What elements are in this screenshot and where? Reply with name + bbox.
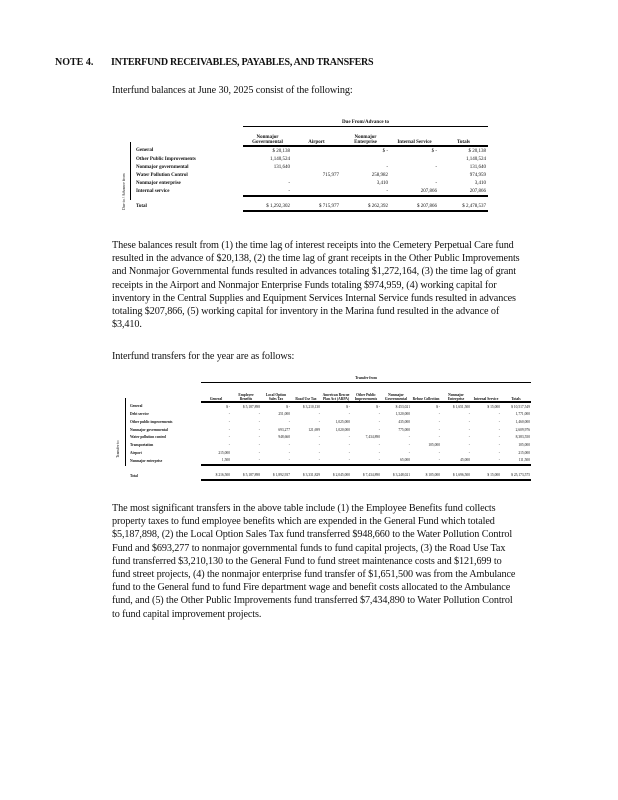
cell: - — [348, 435, 350, 440]
cell: - — [318, 419, 320, 424]
cell: $ 20,138 — [468, 148, 486, 154]
cell: - — [258, 435, 260, 440]
cell: $ - — [226, 404, 230, 409]
cell — [292, 146, 341, 155]
cell: - — [468, 435, 470, 440]
cell: 775,000 — [398, 427, 410, 432]
cell: - — [468, 427, 470, 432]
balances-intro: Interfund balances at June 30, 2025 consist of the following: — [112, 85, 353, 96]
table-row — [134, 187, 488, 196]
cell: - — [228, 435, 230, 440]
column-header: Internal Service — [390, 127, 439, 147]
column-header: Nonmajor Enterprise — [341, 127, 390, 147]
cell: $ 20,138 — [272, 148, 290, 154]
column-header-row — [129, 382, 531, 402]
cell: - — [348, 412, 350, 417]
row-label: Debt service — [130, 412, 149, 417]
cell: - — [435, 164, 437, 170]
cell: - — [498, 419, 500, 424]
total-row — [134, 202, 488, 211]
cell: 1,771,000 — [515, 412, 530, 417]
cell: - — [378, 442, 380, 447]
group-header: Transfer from — [201, 374, 531, 382]
cell: 1,140,524 — [270, 156, 290, 162]
cell: - — [258, 450, 260, 455]
cell: - — [258, 412, 260, 417]
cell: - — [438, 427, 440, 432]
cell: - — [408, 442, 410, 447]
cell: - — [228, 427, 230, 432]
cell: 65,000 — [381, 457, 411, 466]
cell: - — [498, 442, 500, 447]
table-row — [134, 163, 488, 171]
cell: - — [321, 457, 351, 466]
cell: - — [288, 442, 290, 447]
total-cell: $ 7,434,890 — [351, 471, 381, 480]
cell: 2,609,976 — [515, 427, 530, 432]
table-row — [129, 441, 531, 449]
cell: - — [348, 450, 350, 455]
column-header: General — [201, 382, 231, 402]
balances-explanation: These balances result from (1) the time lag of interest receipts into the Cemetery Perpetual Care fund resulted in the advance of $20,138, (2) the time lag of grant receipts in the Other Public Improvements and Nonmajor Governmental funds resulted in advances totaling $1,272,164, (3) the time lag of grant receipts in the Airport and Nonmajor Enterprise Funds totaling $974,959, (4) working capital for inventory in the Central Supplies and Equipment Services Internal Service funds resulted in advances totaling $207,866, (5) working capital for inventory in the Marina fund resulted in the advance of $3,410. — [112, 240, 520, 331]
cell: $ 5,187,898 — [242, 404, 260, 409]
row-label: Nonmajor enterprise — [130, 458, 163, 463]
column-header: American Rescue Plan Act (ARPA) — [321, 382, 351, 402]
column-header: Road Use Tax — [291, 382, 321, 402]
cell: 1,020,000 — [335, 427, 350, 432]
row-label: Transportation — [130, 442, 154, 447]
cell: - — [258, 427, 260, 432]
row-label: Other Public Improvements — [136, 156, 196, 162]
column-header: Refuse Collection — [411, 382, 441, 402]
cell: $ - — [376, 404, 380, 409]
cell: - — [318, 442, 320, 447]
cell: $ - — [286, 404, 290, 409]
cell: - — [438, 435, 440, 440]
balances-table — [134, 118, 488, 212]
transfers-intro: Interfund transfers for the year are as follows: — [112, 351, 295, 362]
spacer — [129, 382, 201, 402]
cell: $ 3,210,130 — [302, 404, 320, 409]
table-row — [129, 449, 531, 457]
column-header: Nonmajor Governmental — [243, 127, 292, 147]
column-header: Internal Service — [471, 382, 501, 402]
cell: 715,977 — [322, 172, 339, 178]
cell: 3,410 — [376, 180, 388, 186]
cell: - — [408, 450, 410, 455]
cell — [292, 179, 341, 187]
total-cell: $ 25,173,575 — [501, 471, 531, 480]
cell: - — [288, 180, 290, 186]
column-header: Totals — [501, 382, 531, 402]
row-label: General — [130, 404, 143, 409]
cell: 3,410 — [474, 180, 486, 186]
cell: 45,000 — [441, 457, 471, 466]
cell: 1,520,000 — [395, 412, 410, 417]
total-cell: $ 216,500 — [201, 471, 231, 480]
cell: - — [258, 442, 260, 447]
cell: 131,640 — [273, 164, 290, 170]
cell: - — [231, 457, 261, 466]
total-cell: $ 2,045,000 — [321, 471, 351, 480]
row-label: Nonmajor governmental — [136, 164, 189, 170]
total-cell: $ 1,292,302 — [243, 202, 292, 211]
cell — [390, 171, 439, 179]
cell: - — [471, 457, 501, 466]
table-row — [129, 433, 531, 441]
cell: $ 10,517,549 — [511, 404, 530, 409]
total-label: Total — [136, 204, 147, 209]
cell: 121,699 — [308, 427, 320, 432]
cell: 215,000 — [218, 450, 230, 455]
column-header: Totals — [439, 127, 488, 147]
cell: 1,025,000 — [335, 419, 350, 424]
cell: 1,140,524 — [466, 156, 486, 162]
cell: 1,460,000 — [515, 419, 530, 424]
cell: - — [228, 412, 230, 417]
note-number: NOTE 4. — [55, 57, 94, 68]
cell: - — [498, 427, 500, 432]
cell: - — [498, 435, 500, 440]
cell: 8,383,550 — [515, 435, 530, 440]
cell: - — [468, 450, 470, 455]
cell: $ 453,021 — [395, 404, 410, 409]
cell: 1,500 — [201, 457, 231, 466]
row-label: Nonmajor enterprise — [136, 180, 181, 186]
cell: - — [435, 180, 437, 186]
column-header: Nonmajor Governmental — [381, 382, 411, 402]
axis-bar — [130, 142, 131, 200]
cell: $ 15,000 — [487, 404, 500, 409]
transfers-row-axis-label: Transfer to — [115, 440, 120, 458]
cell: - — [438, 419, 440, 424]
table-row — [134, 155, 488, 163]
cell: - — [411, 457, 441, 466]
total-cell: $ 5,187,898 — [231, 471, 261, 480]
cell: 111,500 — [501, 457, 531, 466]
table-row — [134, 171, 488, 179]
column-header: Nonmajor Enterprise — [441, 382, 471, 402]
cell: - — [468, 419, 470, 424]
total-label: Total — [130, 473, 138, 478]
total-cell: $ 15,000 — [471, 471, 501, 480]
cell: - — [378, 427, 380, 432]
cell: $ - — [346, 404, 350, 409]
cell: - — [378, 412, 380, 417]
cell: - — [438, 412, 440, 417]
column-header: Other Public Improvements — [351, 382, 381, 402]
cell — [292, 163, 341, 171]
cell: - — [243, 187, 292, 196]
row-label: Airport — [130, 450, 142, 455]
cell: 215,000 — [518, 450, 530, 455]
cell: - — [228, 419, 230, 424]
cell: 105,000 — [428, 442, 440, 447]
cell: 258,982 — [371, 172, 388, 178]
row-label: Internal service — [136, 189, 170, 194]
cell — [292, 155, 341, 163]
cell: $ 1,651,500 — [452, 404, 470, 409]
cell: - — [261, 457, 291, 466]
group-header: Due From/Advance to — [243, 118, 488, 127]
table-row — [129, 402, 531, 411]
spacer — [134, 118, 243, 127]
total-cell: $ 3,248,021 — [381, 471, 411, 480]
cell: - — [288, 450, 290, 455]
cell: - — [318, 412, 320, 417]
cell: - — [498, 412, 500, 417]
cell: - — [351, 457, 381, 466]
cell: - — [468, 442, 470, 447]
total-cell: $ 1,892,937 — [261, 471, 291, 480]
cell — [341, 155, 390, 163]
table-row — [129, 410, 531, 418]
cell: - — [318, 435, 320, 440]
table-row — [134, 179, 488, 187]
spacer — [134, 127, 243, 147]
balances-row-axis-label: Due to / Advance from — [121, 173, 126, 210]
cell: - — [291, 457, 321, 466]
table-row — [129, 457, 531, 466]
transfers-explanation: The most significant transfers in the above table include (1) the Employee Benefits fund collects property taxes to fund employee benefits which are expended in the General Fund which totaled $5,187,898, (2) the Local Option Sales Tax fund transferred $948,660 to the Water Pollution Control Fund and $693,277 to nonmajor governmental funds to fund capital projects, (3) the Road Use Tax fund transferred $3,210,130 to the General Fund to fund street maintenance costs and $121,699 to fund street projects, (4) the nonmajor enterprise fund transfer of $1,651,500 was from the Ambulance fund to the General fund to fund Fire department wage and benefit costs allocated to the Ambulance fund, and (5) the Other Public Improvements fund transferred $7,434,890 to Water Pollution Control to fund capital improvement projects. — [112, 503, 516, 620]
cell: - — [348, 442, 350, 447]
cell — [292, 187, 341, 196]
cell — [243, 171, 292, 179]
row-label: Water Pollution Control — [136, 172, 188, 178]
cell: 435,000 — [398, 419, 410, 424]
row-label: General — [136, 148, 154, 153]
total-cell: $ 262,392 — [341, 202, 390, 211]
cell: $ - — [431, 148, 437, 154]
row-label: Other public improvements — [130, 419, 173, 424]
cell: - — [438, 450, 440, 455]
cell: - — [288, 419, 290, 424]
column-header: Local Option Sales Tax — [261, 382, 291, 402]
cell: - — [468, 412, 470, 417]
cell: 693,277 — [278, 427, 290, 432]
total-cell: $ 1,696,500 — [441, 471, 471, 480]
total-cell: $ 105,000 — [411, 471, 441, 480]
cell: 7,434,890 — [365, 435, 380, 440]
table-row — [129, 418, 531, 426]
row-label: Water pollution control — [130, 435, 167, 440]
table-row — [129, 426, 531, 434]
cell: 207,866 — [439, 187, 488, 196]
cell: 948,660 — [278, 435, 290, 440]
column-header-row — [134, 127, 488, 147]
total-cell: $ 207,866 — [390, 202, 439, 211]
total-cell: $ 2,478,537 — [439, 202, 488, 211]
cell: 105,000 — [518, 442, 530, 447]
cell: 251,000 — [278, 412, 290, 417]
spacer — [129, 374, 201, 382]
cell: - — [408, 435, 410, 440]
row-label: Nonmajor governmental — [130, 427, 168, 432]
group-header-row — [134, 118, 488, 127]
cell: - — [341, 187, 390, 196]
cell: 131,640 — [469, 164, 486, 170]
cell: - — [378, 419, 380, 424]
table-row — [134, 146, 488, 155]
axis-bar — [125, 398, 126, 466]
cell: - — [318, 450, 320, 455]
column-header: Employee Benefits — [231, 382, 261, 402]
cell — [390, 155, 439, 163]
total-cell: $ 3,331,829 — [291, 471, 321, 480]
total-row — [129, 471, 531, 480]
note-title: INTERFUND RECEIVABLES, PAYABLES, AND TRANSFERS — [111, 57, 374, 68]
cell: 974,959 — [469, 172, 486, 178]
total-cell: $ 715,977 — [292, 202, 341, 211]
cell: - — [378, 450, 380, 455]
cell: - — [386, 164, 388, 170]
group-header-row — [129, 374, 531, 382]
cell: - — [228, 442, 230, 447]
transfers-table — [129, 374, 531, 481]
cell: $ - — [382, 148, 388, 154]
cell: $ - — [436, 404, 440, 409]
cell: - — [498, 450, 500, 455]
column-header: Airport — [292, 127, 341, 147]
cell: 207,866 — [390, 187, 439, 196]
cell: - — [258, 419, 260, 424]
